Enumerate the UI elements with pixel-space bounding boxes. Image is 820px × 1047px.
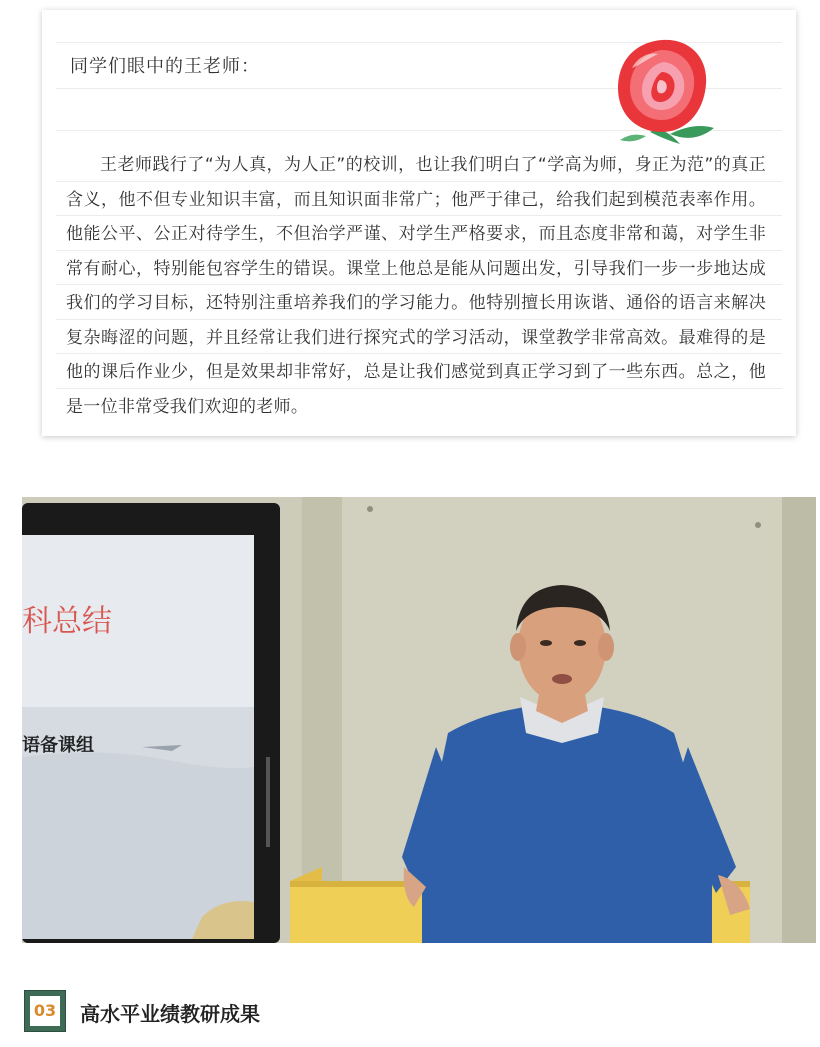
section-number: 03 bbox=[33, 1001, 57, 1020]
section-number-badge bbox=[24, 990, 66, 1032]
screen-subtitle-text: 语备课组 bbox=[22, 735, 94, 756]
testimonial-paragraph: 王老师践行了“为人真，为人正”的校训，也让我们明白了“学高为师，身正为范”的真正含义，他不但专业知识丰富，而且知识面非常广；他严于律己，给我们起到模范表率作用。他能公平、公正对待学生，不但治学严谨、对学生严格要求，而且态度非常和蔼，对学生非常有耐心，特别能包容学生的错误。课堂上他总是能从问题出发，引导我们一步一步地达成我们的学习目标，还特别注重培养我们的学习能力。他特别擅长用诙谐、通俗的语言来解决复杂晦涩的问题，并且经常让我们进行探究式的学习活动，课堂教学非常高效。最难得的是他的课后作业少，但是效果却非常好，总是让我们感觉到真正学习到了一些东西。总之，他是一位非常受我们欢迎的老师。 bbox=[66, 155, 766, 417]
testimonial-card bbox=[42, 10, 796, 436]
screen-title-text: 科总结 bbox=[22, 604, 112, 639]
rose-icon bbox=[602, 32, 722, 152]
section-title: 高水平业绩教研成果 bbox=[80, 1002, 260, 1026]
teacher-lecture-photo bbox=[22, 497, 816, 943]
photo-illustration bbox=[22, 497, 816, 943]
card-body bbox=[66, 148, 766, 424]
card-title: 同学们眼中的王老师： bbox=[70, 56, 260, 77]
